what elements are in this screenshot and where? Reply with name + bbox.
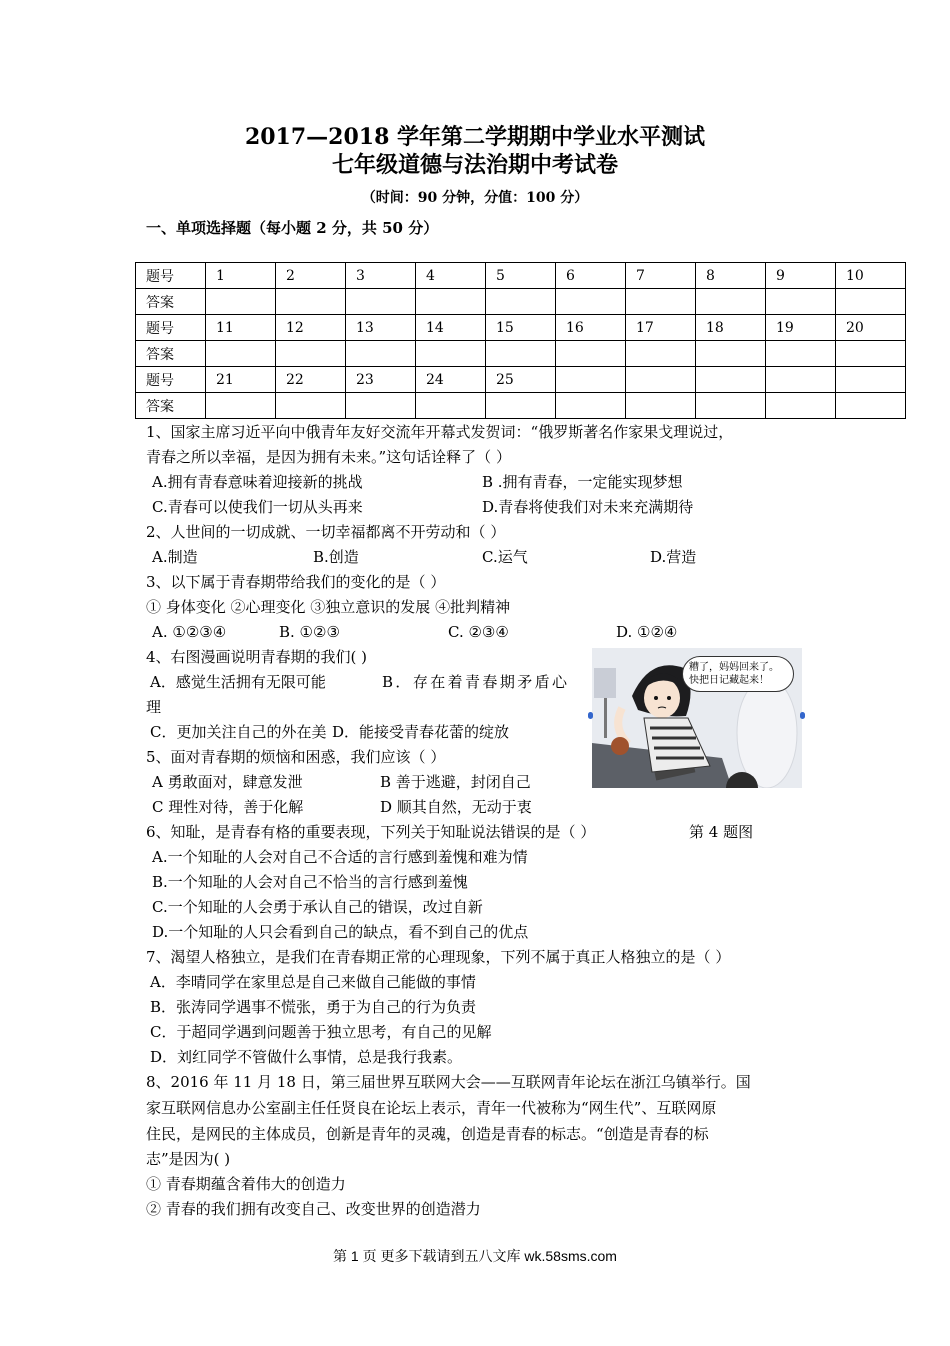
option-b: B．存在着青春期矛盾心 [382, 673, 570, 691]
table-row [136, 263, 906, 289]
option-b: B.一个知耻的人会对自己不恰当的言行感到羞愧 [152, 873, 468, 891]
answer-cell[interactable] [346, 289, 416, 315]
option-a: A．李晴同学在家里总是自己来做自己能做的事情 [150, 973, 476, 991]
table-cell: 1 [206, 263, 276, 289]
table-cell: 18 [696, 315, 766, 341]
answer-cell[interactable] [276, 289, 346, 315]
answer-cell[interactable] [836, 341, 906, 367]
question-3-text: 3、以下属于青春期带给我们的变化的是（ ） [146, 573, 446, 591]
answer-cell[interactable] [626, 289, 696, 315]
option-a: A 勇敢面对，肆意发泄 [152, 773, 303, 791]
table-cell: 答案 [136, 341, 206, 367]
answer-cell[interactable] [206, 289, 276, 315]
table-cell: 题号 [136, 315, 206, 341]
option-a: A.制造 [152, 548, 198, 566]
table-cell: 2 [276, 263, 346, 289]
table-cell: 15 [486, 315, 556, 341]
question-6-text: 6、知耻，是青春有格的重要表现，下列关于知耻说法错误的是（ ） [146, 823, 596, 841]
option-c: C．于超同学遇到问题善于独立思考，有自己的见解 [150, 1023, 492, 1041]
table-row [136, 393, 906, 419]
option-b: B 善于逃避，封闭自己 [380, 773, 531, 791]
option-b: B. ①②③ [279, 623, 340, 641]
question-8-text: 志”是因为( ) [146, 1150, 231, 1168]
table-cell: 14 [416, 315, 486, 341]
option-d: D.营造 [650, 548, 697, 566]
question-8-text: 家互联网信息办公室副主任任贤良在论坛上表示，青年一代被称为“网生代”、互联网原 [146, 1099, 717, 1117]
exam-title-line1: 2017—2018 学年第二学期期中学业水平测试 [244, 124, 706, 150]
table-cell [556, 367, 626, 393]
option-b: B．张涛同学遇事不慌张，勇于为自己的行为负责 [150, 998, 477, 1016]
answer-cell[interactable] [836, 393, 906, 419]
option-b-cont: 理 [146, 698, 162, 716]
option-a: A. ①②③④ [152, 623, 227, 641]
table-cell: 16 [556, 315, 626, 341]
table-row [136, 315, 906, 341]
table-row [136, 289, 906, 315]
answer-cell[interactable] [276, 393, 346, 419]
table-cell: 10 [836, 263, 906, 289]
question-3-options: ① 身体变化 ②心理变化 ③独立意识的发展 ④批判精神 [146, 598, 511, 616]
table-cell: 19 [766, 315, 836, 341]
table-cell: 4 [416, 263, 486, 289]
option-d: D.一个知耻的人只会看到自己的缺点，看不到自己的优点 [152, 923, 529, 941]
table-cell: 20 [836, 315, 906, 341]
option-d: D．能接受青春花蕾的绽放 [332, 723, 510, 741]
table-cell: 7 [626, 263, 696, 289]
table-cell: 答案 [136, 289, 206, 315]
option-a: A．感觉生活拥有无限可能 [150, 673, 326, 691]
option-c: C．更加关注自己的外在美 [150, 723, 327, 741]
answer-cell[interactable] [556, 289, 626, 315]
table-cell: 13 [346, 315, 416, 341]
question-7-text: 7、渴望人格独立，是我们在青春期正常的心理现象，下列不属于真正人格独立的是（ ） [146, 948, 731, 966]
answer-cell[interactable] [766, 341, 836, 367]
option-c: C.运气 [482, 548, 528, 566]
answer-cell[interactable] [556, 341, 626, 367]
table-cell: 8 [696, 263, 766, 289]
table-cell: 题号 [136, 367, 206, 393]
table-cell: 21 [206, 367, 276, 393]
table-cell: 5 [486, 263, 556, 289]
table-cell: 17 [626, 315, 696, 341]
exam-info: （时间：90 分钟，分值：100 分） [361, 190, 589, 206]
exam-title-line2: 七年级道德与法治期中考试卷 [331, 152, 618, 178]
answer-cell[interactable] [486, 393, 556, 419]
cartoon-figure [592, 648, 802, 788]
option-d: D．刘红同学不管做什么事情，总是我行我素。 [150, 1048, 463, 1066]
answer-cell[interactable] [346, 393, 416, 419]
answer-table [135, 262, 906, 419]
table-cell: 答案 [136, 393, 206, 419]
table-cell: 6 [556, 263, 626, 289]
table-cell [766, 367, 836, 393]
option-c: C.一个知耻的人会勇于承认自己的错误，改过自新 [152, 898, 483, 916]
question-5-text: 5、面对青春期的烦恼和困惑，我们应该（ ） [146, 748, 446, 766]
answer-cell[interactable] [766, 289, 836, 315]
answer-cell[interactable] [836, 289, 906, 315]
option-b: B.创造 [313, 548, 359, 566]
question-8-option: ② 青春的我们拥有改变自己、改变世界的创造潜力 [146, 1200, 481, 1218]
answer-cell[interactable] [206, 341, 276, 367]
question-8-text: 8、2016 年 11 月 18 日，第三届世界互联网大会——互联网青年论坛在浙江乌镇举行。国 [146, 1073, 751, 1091]
resize-handle-left [588, 712, 593, 719]
table-cell: 25 [486, 367, 556, 393]
table-cell [626, 367, 696, 393]
table-cell: 23 [346, 367, 416, 393]
question-8-text: 住民，是网民的主体成员，创新是青年的灵魂，创造是青春的标志。“创造是青春的标 [146, 1125, 709, 1143]
question-8-option: ① 青春期蕴含着伟大的创造力 [146, 1175, 346, 1193]
table-cell: 12 [276, 315, 346, 341]
answer-cell[interactable] [416, 393, 486, 419]
table-row [136, 341, 906, 367]
answer-cell[interactable] [486, 289, 556, 315]
answer-cell[interactable] [766, 393, 836, 419]
option-a: A.一个知耻的人会对自己不合适的言行感到羞愧和难为情 [152, 848, 528, 866]
table-row [136, 367, 906, 393]
table-cell: 11 [206, 315, 276, 341]
figure-caption: 第 4 题图 [689, 823, 754, 841]
question-2-text: 2、人世间的一切成就、一切幸福都离不开劳动和（ ） [146, 523, 506, 541]
answer-cell[interactable] [556, 393, 626, 419]
table-cell: 22 [276, 367, 346, 393]
answer-cell[interactable] [696, 393, 766, 419]
answer-cell[interactable] [276, 341, 346, 367]
table-cell: 题号 [136, 263, 206, 289]
option-c: C 理性对待，善于化解 [152, 798, 304, 816]
answer-cell[interactable] [346, 341, 416, 367]
answer-cell[interactable] [696, 341, 766, 367]
answer-cell[interactable] [696, 289, 766, 315]
section-heading: 一、单项选择题（每小题 2 分，共 50 分） [146, 219, 439, 237]
table-cell: 3 [346, 263, 416, 289]
answer-cell[interactable] [486, 341, 556, 367]
table-cell [836, 367, 906, 393]
option-a: A.拥有青春意味着迎接新的挑战 [152, 473, 363, 491]
resize-handle-right [800, 712, 805, 719]
answer-cell[interactable] [626, 341, 696, 367]
page-footer: 第 1 页 更多下载请到五八文库 wk.58sms.com [333, 1248, 617, 1264]
table-cell: 24 [416, 367, 486, 393]
answer-cell[interactable] [416, 289, 486, 315]
option-d: D.青春将使我们对未来充满期待 [482, 498, 694, 516]
option-b: B .拥有青春，一定能实现梦想 [482, 473, 683, 491]
speech-bubble: 糟了，妈妈回来了。快把日记藏起来！ [682, 656, 794, 692]
question-1-text: 青春之所以幸福，是因为拥有未来。”这句话诠释了（ ） [146, 448, 511, 466]
option-d: D. ①②④ [616, 623, 678, 641]
table-cell: 9 [766, 263, 836, 289]
table-cell [696, 367, 766, 393]
question-1-text: 1、国家主席习近平向中俄青年友好交流年开幕式发贺词：“俄罗斯著名作家果戈理说过， [146, 423, 734, 441]
option-d: D 顺其自然，无动于衷 [380, 798, 532, 816]
question-4-text: 4、右图漫画说明青春期的我们( ) [146, 648, 368, 666]
answer-cell[interactable] [626, 393, 696, 419]
option-c: C.青春可以使我们一切从头再来 [152, 498, 363, 516]
answer-cell[interactable] [416, 341, 486, 367]
option-c: C. ②③④ [448, 623, 509, 641]
answer-cell[interactable] [206, 393, 276, 419]
